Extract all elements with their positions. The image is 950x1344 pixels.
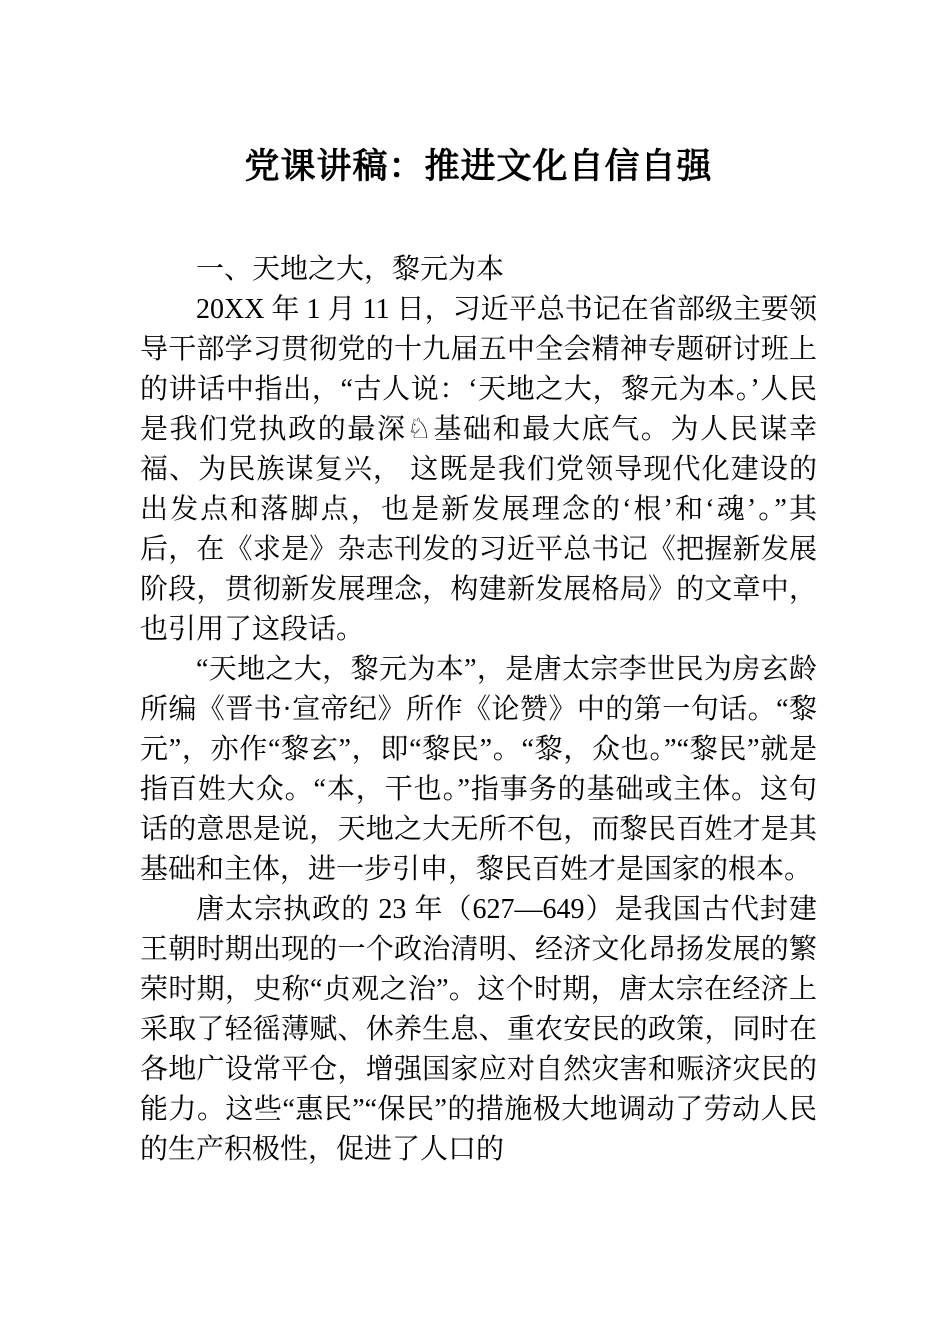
body-paragraph-3: 唐太宗执政的 23 年（627—649）是我国古代封建王朝时期出现的一个政治清明、经济文化昂扬发展的繁荣时期，史称“贞观之治”。这个时期，唐太宗在经济上采取了轻徭薄赋、休养生息、重农安民的政策，同时在各地广设常平仓，增强国家应对自然灾害和赈济灾民的能力。这些“惠民”“保民”的措施极大地调动了劳动人民的生产积极性，促进了人口的 <box>140 894 817 1165</box>
document-title: 党课讲稿：推进文化自信自强 <box>244 147 713 186</box>
section-heading: 一、天地之大，黎元为本 <box>196 254 505 285</box>
body-paragraph-1: 20XX 年 1 月 11 日，习近平总书记在省部级主要领导干部学习贯彻党的十九届五中全会精神专题研讨班上的讲话中指出，“古人说：‘天地之大，黎元为本。’人民是我们党执政的最深♘基础和最大底气。为人民谋幸福、为民族谋复兴， 这既是我们党领导现代化建设的出发点和落脚点，也是新发展理念的‘根’和‘魂’。”其后，在《求是》杂志刊发的习近平总书记《把握新发展阶段，贯彻新发展理念，构建新发展格局》的文章中，也引用了这段话。 <box>140 294 817 645</box>
body-paragraph-2: “天地之大，黎元为本”，是唐太宗李世民为房玄龄所编《晋书·宣帝纪》所作《论赞》中的第一句话。“黎元”，亦作“黎玄”，即“黎民”。“黎，众也。”“黎民”就是指百姓大众。“本，干也。”指事务的基础或主体。这句话的意思是说，天地之大无所不包，而黎民百姓才是其基础和主体，进一步引申，黎民百姓才是国家的根本。 <box>140 654 817 885</box>
